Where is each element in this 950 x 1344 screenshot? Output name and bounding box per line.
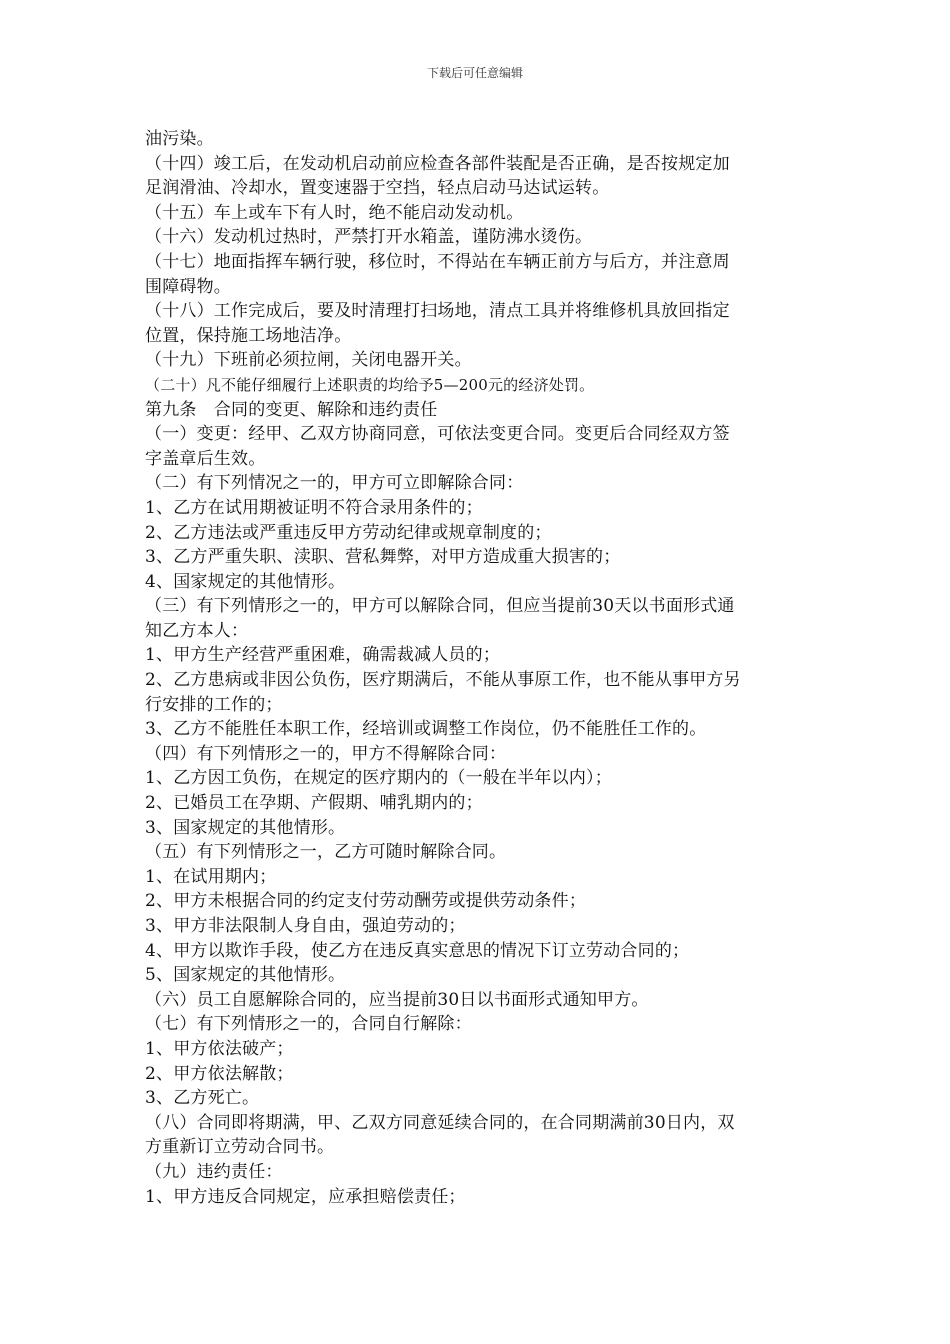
text-line: 2、乙方患病或非因公负伤，医疗期满后，不能从事原工作，也不能从事甲方另 (145, 670, 741, 691)
text-line: 3、乙方死亡。 (145, 1088, 260, 1109)
text-line: 4、甲方以欺诈手段，使乙方在违反真实意思的情况下订立劳动合同的； (145, 940, 690, 961)
text-line: （十八）工作完成后，要及时清理打扫场地，清点工具并将维修机具放回指定 (145, 301, 730, 322)
text-line: 方重新订立劳动合同书。 (145, 1137, 335, 1158)
text-line: 1、乙方在试用期被证明不符合录用条件的； (145, 497, 483, 518)
text-line: 4、国家规定的其他情形。 (145, 571, 346, 592)
text-line: （六）员工自愿解除合同的，应当提前30日以书面形式通知甲方。 (145, 989, 649, 1010)
text-line: （十六）发动机过热时，严禁打开水箱盖，谨防沸水烫伤。 (145, 227, 593, 248)
document-body (145, 127, 815, 1209)
text-line: 2、甲方未根据合同的约定支付劳动酬劳或提供劳动条件； (145, 891, 587, 912)
text-line: （十九）下班前必须拉闸，关闭电器开关。 (145, 350, 472, 371)
text-line: 围障碍物。 (145, 276, 231, 297)
text-line: 5、国家规定的其他情形。 (145, 965, 346, 986)
text-line: 1、在试用期内； (145, 866, 277, 887)
text-line: 1、甲方生产经营严重困难，确需裁减人员的； (145, 645, 501, 666)
text-line: （五）有下列情形之一，乙方可随时解除合同。 (145, 842, 507, 863)
text-line: 3、乙方不能胜任本职工作，经培训或调整工作岗位，仍不能胜任工作的。 (145, 719, 707, 740)
section-heading: 第九条 合同的变更、解除和违约责任 (145, 399, 438, 420)
text-line: （三）有下列情形之一的，甲方可以解除合同，但应当提前30天以书面形式通 (145, 596, 735, 617)
text-line: 1、甲方依法破产； (145, 1038, 294, 1059)
text-line: 行安排的工作的； (145, 694, 283, 715)
text-line: 油污染。 (145, 129, 214, 149)
text-line: （二）有下列情况之一的，甲方可立即解除合同： (145, 473, 524, 494)
text-line: （十四）竣工后，在发动机启动前应检查各部件装配是否正确，是否按规定加 (145, 153, 730, 174)
text-line: 1、甲方违反合同规定，应承担赔偿责任； (145, 1186, 466, 1207)
text-line: 位置，保持施工场地洁净。 (145, 325, 352, 346)
text-line: （十七）地面指挥车辆行驶，移位时，不得站在车辆正前方与后方，并注意周 (145, 251, 730, 272)
text-line: 3、国家规定的其他情形。 (145, 817, 346, 838)
text-line: （二十）凡不能仔细履行上述职责的均给予5—200元的经济处罚。 (145, 375, 595, 394)
text-line: （十五）车上或车下有人时，绝不能启动发动机。 (145, 202, 524, 223)
text-line: 足润滑油、冷却水，置变速器于空挡，轻点启动马达试运转。 (145, 178, 610, 199)
text-line: （八）合同即将期满，甲、乙双方同意延续合同的，在合同期满前30日内，双 (145, 1112, 735, 1133)
text-line: 2、甲方依法解散； (145, 1063, 294, 1084)
text-line: （九）违约责任： (145, 1161, 283, 1182)
text-line: 知乙方本人： (145, 620, 249, 641)
text-line: 3、甲方非法限制人身自由，强迫劳动的； (145, 916, 466, 936)
text-line: （四）有下列情形之一的，甲方不得解除合同： (145, 743, 507, 764)
text-line: 3、乙方严重失职、渎职、营私舞弊，对甲方造成重大损害的； (145, 547, 621, 568)
page-header: 下载后可任意编辑 (426, 66, 523, 80)
text-line: （七）有下列情形之一的，合同自行解除： (145, 1014, 472, 1035)
text-line: 1、乙方因工负伤，在规定的医疗期内的（一般在半年以内）； (145, 768, 612, 789)
text-line: 字盖章后生效。 (145, 448, 266, 469)
text-line: （一）变更：经甲、乙双方协商同意，可依法变更合同。变更后合同经双方签 (145, 424, 730, 445)
text-line: 2、乙方违法或严重违反甲方劳动纪律或规章制度的； (145, 522, 552, 543)
text-line: 2、已婚员工在孕期、产假期、哺乳期内的； (145, 793, 483, 814)
